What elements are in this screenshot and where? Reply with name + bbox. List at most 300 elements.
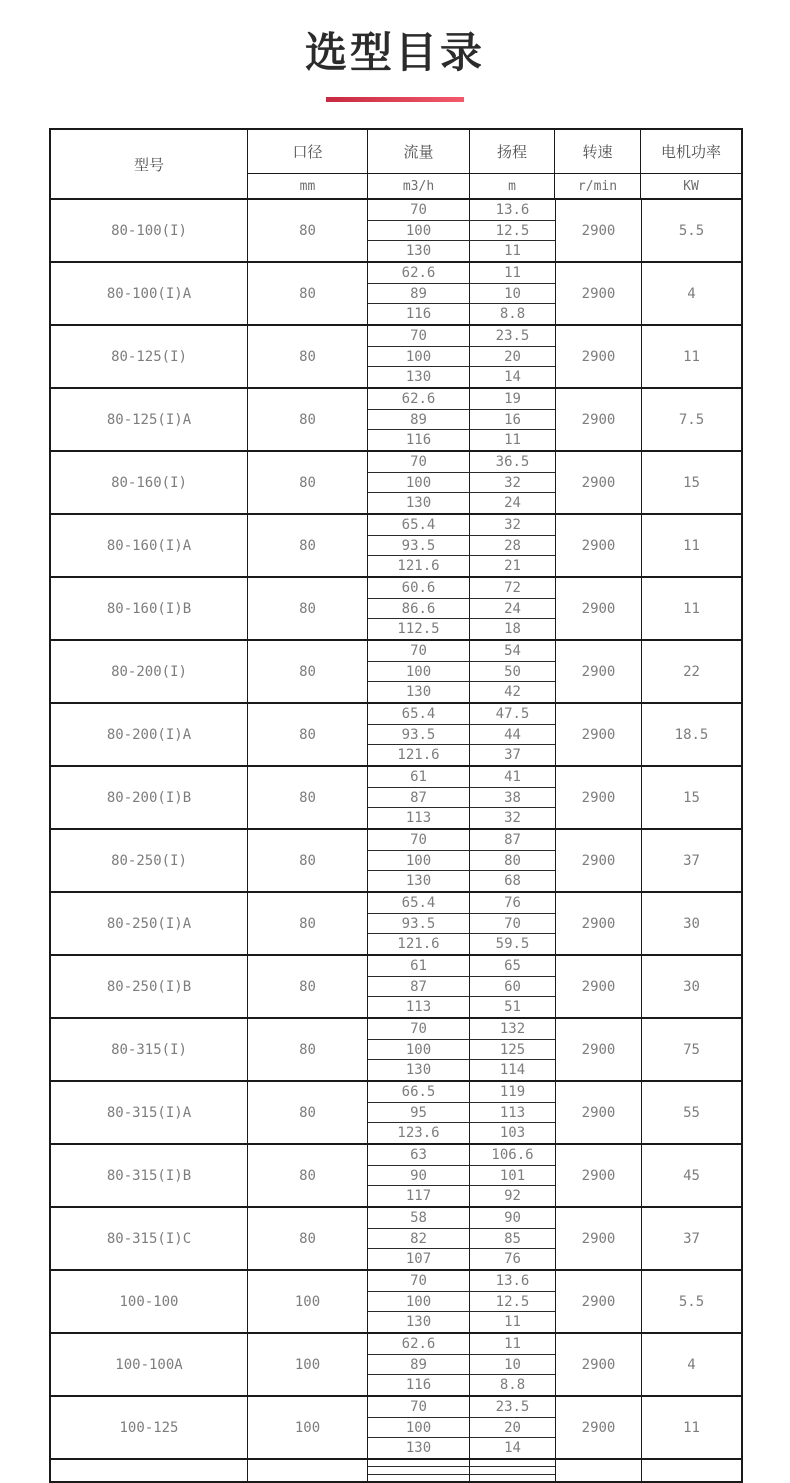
flow-head-subrow <box>368 515 555 535</box>
unit-cell-head: m <box>470 174 555 198</box>
flow-cell: 87 <box>368 788 470 808</box>
model-cell: 80-250(I)B <box>51 956 248 1017</box>
bore-cell: 80 <box>248 1082 368 1143</box>
speed-cell: 2900 <box>556 956 642 1017</box>
flow-head-subrow <box>368 220 555 241</box>
flow-cell: 87 <box>368 977 470 997</box>
flow-head-subrow <box>368 870 555 891</box>
head-cell: 50 <box>504 663 521 680</box>
head-cell: 24 <box>504 495 521 512</box>
bore-cell: 80 <box>248 452 368 513</box>
head-cell: 20 <box>504 348 521 365</box>
flow-head-block <box>368 1397 556 1458</box>
model-cell: 100-125 <box>51 1397 248 1458</box>
speed-cell: 2900 <box>556 1019 642 1080</box>
table-row <box>51 641 741 704</box>
speed-cell: 2900 <box>556 200 642 261</box>
flow-head-subrow <box>368 1474 555 1481</box>
bore-cell: 80 <box>248 200 368 261</box>
head-cell: 10 <box>504 285 521 302</box>
power-cell: 7.5 <box>678 411 705 428</box>
title-underline <box>326 97 464 102</box>
bore-cell: 100 <box>248 1397 368 1458</box>
flow-head-block <box>368 1271 556 1332</box>
power-cell: 18.5 <box>674 726 709 743</box>
flow-head-subrow <box>368 1437 555 1458</box>
flow-head-subrow <box>368 1248 555 1269</box>
flow-head-subrow <box>368 1019 555 1039</box>
head-cell: 11 <box>504 1335 521 1352</box>
flow-cell: 86.6 <box>368 599 470 619</box>
flow-head-subrow <box>368 1165 555 1186</box>
flow-cell: 100 <box>368 347 470 367</box>
head-cell: 19 <box>504 390 521 407</box>
table-row <box>51 452 741 515</box>
head-cell: 16 <box>504 411 521 428</box>
speed-cell: 2900 <box>556 1397 642 1458</box>
flow-head-block <box>368 578 556 639</box>
speed-cell: 2900 <box>556 830 642 891</box>
table-row <box>51 515 741 578</box>
head-cell: 21 <box>504 558 521 575</box>
speed-cell: 2900 <box>556 641 642 702</box>
flow-cell: 61 <box>368 767 470 787</box>
flow-head-subrow <box>368 724 555 745</box>
flow-cell: 60.6 <box>368 578 470 598</box>
head-cell: 132 <box>499 1020 526 1037</box>
flow-head-subrow <box>368 326 555 346</box>
flow-head-subrow <box>368 1185 555 1206</box>
flow-head-block <box>368 1082 556 1143</box>
page-title: 选型目录 <box>304 28 485 77</box>
head-cell: 41 <box>504 768 521 785</box>
head-cell: 44 <box>504 726 521 743</box>
head-cell: 90 <box>504 1209 521 1226</box>
head-cell: 23.5 <box>495 327 530 344</box>
unit-cell-power: KW <box>683 178 699 194</box>
flow-cell: 100 <box>368 221 470 241</box>
speed-cell: 2900 <box>556 1334 642 1395</box>
power-cell: 55 <box>683 1104 700 1121</box>
flow-head-subrow <box>368 1039 555 1060</box>
flow-head-subrow <box>368 1334 555 1354</box>
flow-cell: 70 <box>368 200 470 220</box>
speed-cell: 2900 <box>556 515 642 576</box>
flow-cell: 70 <box>368 1019 470 1039</box>
head-cell: 28 <box>504 537 521 554</box>
speed-cell: 2900 <box>556 578 642 639</box>
bore-cell: 80 <box>248 830 368 891</box>
flow-cell <box>368 1475 470 1481</box>
flow-cell: 63 <box>368 1145 470 1165</box>
power-cell <box>642 1460 741 1481</box>
flow-cell: 70 <box>368 1271 470 1291</box>
model-cell: 100-100A <box>51 1334 248 1395</box>
flow-cell: 93.5 <box>368 914 470 934</box>
table-row <box>51 830 741 893</box>
flow-cell: 65.4 <box>368 704 470 724</box>
head-cell: 70 <box>504 915 521 932</box>
flow-cell: 113 <box>368 997 470 1017</box>
bore-cell: 100 <box>248 1271 368 1332</box>
head-cell: 12.5 <box>495 1293 530 1310</box>
flow-head-subrow <box>368 744 555 765</box>
head-cell: 11 <box>504 264 521 281</box>
flow-head-subrow <box>368 787 555 808</box>
table-row <box>51 578 741 641</box>
power-cell: 11 <box>683 600 700 617</box>
flow-cell: 107 <box>368 1249 470 1269</box>
head-cell: 54 <box>504 642 521 659</box>
header-right-block <box>248 130 741 198</box>
head-cell: 92 <box>504 1188 521 1205</box>
flow-head-subrow <box>368 976 555 997</box>
flow-cell: 123.6 <box>368 1123 470 1143</box>
bore-cell: 80 <box>248 1019 368 1080</box>
flow-cell: 62.6 <box>368 1334 470 1354</box>
speed-cell: 2900 <box>556 1145 642 1206</box>
power-cell: 15 <box>683 789 700 806</box>
flow-head-subrow <box>368 1082 555 1102</box>
flow-cell: 89 <box>368 1355 470 1375</box>
head-cell: 60 <box>504 978 521 995</box>
flow-cell: 93.5 <box>368 536 470 556</box>
head-cell: 101 <box>499 1167 526 1184</box>
table-row <box>51 389 741 452</box>
head-cell: 38 <box>504 789 521 806</box>
head-cell: 18 <box>504 621 521 638</box>
flow-head-subrow <box>368 1311 555 1332</box>
bore-cell: 80 <box>248 578 368 639</box>
flow-head-block <box>368 1208 556 1269</box>
head-cell: 32 <box>504 474 521 491</box>
flow-head-block <box>368 704 556 765</box>
head-cell: 12.5 <box>495 222 530 239</box>
header-name-row <box>248 130 741 174</box>
flow-head-subrow <box>368 1228 555 1249</box>
flow-cell: 95 <box>368 1103 470 1123</box>
head-cell: 14 <box>504 369 521 386</box>
head-cell: 119 <box>499 1083 526 1100</box>
power-cell: 5.5 <box>678 1293 705 1310</box>
table-body <box>51 200 741 1481</box>
head-cell: 37 <box>504 747 521 764</box>
flow-cell: 130 <box>368 1438 470 1458</box>
head-cell: 42 <box>504 684 521 701</box>
bore-cell <box>248 1460 368 1481</box>
table-row <box>51 1397 741 1460</box>
flow-cell: 70 <box>368 452 470 472</box>
flow-head-subrow <box>368 1208 555 1228</box>
power-cell: 75 <box>683 1041 700 1058</box>
flow-head-block <box>368 1145 556 1206</box>
flow-cell: 89 <box>368 284 470 304</box>
table-row <box>51 1334 741 1397</box>
head-cell: 113 <box>499 1104 526 1121</box>
flow-head-subrow <box>368 452 555 472</box>
flow-head-block <box>368 641 556 702</box>
flow-head-subrow <box>368 661 555 682</box>
flow-cell: 100 <box>368 662 470 682</box>
flow-cell: 58 <box>368 1208 470 1228</box>
flow-cell: 130 <box>368 1312 470 1332</box>
table-row <box>51 200 741 263</box>
flow-head-subrow <box>368 578 555 598</box>
power-cell: 11 <box>683 537 700 554</box>
table-row <box>51 1019 741 1082</box>
header-cell-model: 型号 <box>51 130 248 198</box>
head-cell: 65 <box>504 957 521 974</box>
table-row <box>51 1271 741 1334</box>
flow-head-subrow <box>368 1102 555 1123</box>
flow-head-subrow <box>368 913 555 934</box>
table-row <box>51 956 741 1019</box>
flow-head-subrow <box>368 1145 555 1165</box>
bore-cell: 80 <box>248 704 368 765</box>
head-cell: 114 <box>499 1062 526 1079</box>
flow-head-subrow <box>368 200 555 220</box>
flow-head-subrow <box>368 1466 555 1473</box>
bore-cell: 80 <box>248 893 368 954</box>
flow-head-subrow <box>368 956 555 976</box>
header-cell-bore: 口径 <box>248 130 368 173</box>
header-unit-row <box>248 174 741 198</box>
power-cell: 4 <box>687 285 696 302</box>
flow-cell: 130 <box>368 367 470 387</box>
head-cell: 59.5 <box>495 936 530 953</box>
head-cell: 51 <box>504 999 521 1016</box>
model-cell: 80-250(I) <box>51 830 248 891</box>
head-cell <box>470 1475 555 1481</box>
speed-cell: 2900 <box>556 263 642 324</box>
head-cell: 85 <box>504 1230 521 1247</box>
speed-cell: 2900 <box>556 767 642 828</box>
model-cell: 80-200(I) <box>51 641 248 702</box>
header-cell-head: 扬程 <box>470 130 555 173</box>
flow-cell: 121.6 <box>368 745 470 765</box>
power-cell: 30 <box>683 915 700 932</box>
bore-cell: 80 <box>248 389 368 450</box>
table-row <box>51 326 741 389</box>
model-cell: 100-100 <box>51 1271 248 1332</box>
model-cell: 80-100(I)A <box>51 263 248 324</box>
model-cell: 80-125(I) <box>51 326 248 387</box>
flow-head-subrow <box>368 807 555 828</box>
head-cell: 11 <box>504 243 521 260</box>
head-cell: 72 <box>504 579 521 596</box>
head-cell: 76 <box>504 894 521 911</box>
model-cell: 80-100(I) <box>51 200 248 261</box>
speed-cell: 2900 <box>556 389 642 450</box>
speed-cell: 2900 <box>556 704 642 765</box>
flow-head-subrow <box>368 429 555 450</box>
model-cell: 80-315(I)C <box>51 1208 248 1269</box>
power-cell: 37 <box>683 852 700 869</box>
flow-cell: 70 <box>368 1397 470 1417</box>
flow-head-subrow <box>368 1354 555 1375</box>
header-cell-power: 电机功率 <box>660 143 721 161</box>
header-cell-flow: 流量 <box>368 130 470 173</box>
power-cell: 45 <box>683 1167 700 1184</box>
model-cell: 80-250(I)A <box>51 893 248 954</box>
flow-head-subrow <box>368 263 555 283</box>
speed-cell: 2900 <box>556 1082 642 1143</box>
head-cell: 36.5 <box>495 453 530 470</box>
flow-head-subrow <box>368 1374 555 1395</box>
bore-cell: 80 <box>248 767 368 828</box>
flow-head-block <box>368 389 556 450</box>
unit-cell-speed: r/min <box>555 174 641 198</box>
flow-head-subrow <box>368 1397 555 1417</box>
flow-cell: 70 <box>368 641 470 661</box>
flow-head-subrow <box>368 830 555 850</box>
flow-head-block <box>368 326 556 387</box>
bore-cell: 80 <box>248 641 368 702</box>
table-row <box>51 263 741 326</box>
flow-head-subrow <box>368 472 555 493</box>
flow-head-block <box>368 200 556 261</box>
unit-cell-bore: mm <box>248 174 368 198</box>
bore-cell: 80 <box>248 326 368 387</box>
model-cell: 80-160(I)B <box>51 578 248 639</box>
head-cell: 10 <box>504 1356 521 1373</box>
head-cell: 103 <box>499 1125 526 1142</box>
flow-cell: 70 <box>368 830 470 850</box>
flow-head-block <box>368 1460 556 1481</box>
header-cell-speed: 转速 <box>555 130 641 173</box>
flow-head-subrow <box>368 555 555 576</box>
table-row <box>51 767 741 830</box>
flow-head-block <box>368 893 556 954</box>
flow-head-subrow <box>368 1122 555 1143</box>
flow-head-subrow <box>368 1059 555 1080</box>
model-cell: 80-315(I) <box>51 1019 248 1080</box>
flow-cell: 70 <box>368 326 470 346</box>
flow-cell: 100 <box>368 1040 470 1060</box>
table-row <box>51 1082 741 1145</box>
flow-cell: 100 <box>368 473 470 493</box>
flow-head-subrow <box>368 933 555 954</box>
speed-cell: 2900 <box>556 1271 642 1332</box>
power-cell: 11 <box>683 1419 700 1436</box>
head-cell: 11 <box>504 432 521 449</box>
head-cell: 20 <box>504 1419 521 1436</box>
flow-head-block <box>368 1019 556 1080</box>
flow-cell: 62.6 <box>368 263 470 283</box>
flow-head-subrow <box>368 1291 555 1312</box>
flow-head-block <box>368 956 556 1017</box>
flow-cell: 100 <box>368 851 470 871</box>
flow-head-subrow <box>368 409 555 430</box>
head-cell: 76 <box>504 1251 521 1268</box>
head-cell: 14 <box>504 1440 521 1457</box>
model-cell: 80-200(I)A <box>51 704 248 765</box>
flow-cell: 130 <box>368 871 470 891</box>
flow-cell: 130 <box>368 493 470 513</box>
head-cell: 80 <box>504 852 521 869</box>
table-row <box>51 893 741 956</box>
flow-head-subrow <box>368 767 555 787</box>
flow-cell: 116 <box>368 1375 470 1395</box>
flow-head-block <box>368 515 556 576</box>
head-cell: 125 <box>499 1041 526 1058</box>
head-cell: 32 <box>504 516 521 533</box>
speed-cell: 2900 <box>556 893 642 954</box>
flow-cell: 89 <box>368 410 470 430</box>
power-cell: 30 <box>683 978 700 995</box>
model-cell: 80-200(I)B <box>51 767 248 828</box>
flow-head-block <box>368 1334 556 1395</box>
flow-head-subrow <box>368 492 555 513</box>
flow-cell: 93.5 <box>368 725 470 745</box>
bore-cell: 100 <box>248 1334 368 1395</box>
head-cell: 24 <box>504 600 521 617</box>
flow-head-block <box>368 263 556 324</box>
flow-cell: 113 <box>368 808 470 828</box>
flow-cell: 65.4 <box>368 893 470 913</box>
flow-cell: 112.5 <box>368 619 470 639</box>
flow-cell: 121.6 <box>368 556 470 576</box>
flow-cell: 116 <box>368 430 470 450</box>
flow-cell: 65.4 <box>368 515 470 535</box>
model-cell: 80-160(I) <box>51 452 248 513</box>
table-row <box>51 1208 741 1271</box>
power-cell: 4 <box>687 1356 696 1373</box>
table-header <box>51 130 741 200</box>
flow-cell: 130 <box>368 241 470 261</box>
flow-head-subrow <box>368 240 555 261</box>
flow-cell: 121.6 <box>368 934 470 954</box>
head-cell: 32 <box>504 810 521 827</box>
flow-head-subrow <box>368 366 555 387</box>
unit-cell-flow: m3/h <box>368 174 470 198</box>
flow-cell: 116 <box>368 304 470 324</box>
flow-head-subrow <box>368 389 555 409</box>
flow-head-subrow <box>368 850 555 871</box>
speed-cell: 2900 <box>556 452 642 513</box>
flow-head-subrow <box>368 618 555 639</box>
flow-head-block <box>368 452 556 513</box>
flow-head-subrow <box>368 346 555 367</box>
flow-cell: 66.5 <box>368 1082 470 1102</box>
flow-cell: 100 <box>368 1292 470 1312</box>
head-cell: 8.8 <box>499 306 526 323</box>
head-cell: 68 <box>504 873 521 890</box>
flow-head-subrow <box>368 283 555 304</box>
flow-head-subrow <box>368 681 555 702</box>
model-cell: 80-160(I)A <box>51 515 248 576</box>
flow-cell: 62.6 <box>368 389 470 409</box>
flow-head-subrow <box>368 704 555 724</box>
flow-head-subrow <box>368 893 555 913</box>
flow-head-subrow <box>368 303 555 324</box>
power-cell: 22 <box>683 663 700 680</box>
table-row <box>51 704 741 767</box>
flow-head-block <box>368 767 556 828</box>
head-cell: 8.8 <box>499 1377 526 1394</box>
flow-head-subrow <box>368 1417 555 1438</box>
catalog-table <box>49 128 743 1483</box>
power-cell: 37 <box>683 1230 700 1247</box>
bore-cell: 80 <box>248 263 368 324</box>
head-cell: 106.6 <box>491 1146 534 1163</box>
table-row <box>51 1145 741 1208</box>
bore-cell: 80 <box>248 515 368 576</box>
flow-cell: 117 <box>368 1186 470 1206</box>
head-cell: 13.6 <box>495 201 530 218</box>
flow-cell: 100 <box>368 1418 470 1438</box>
head-cell: 87 <box>504 831 521 848</box>
